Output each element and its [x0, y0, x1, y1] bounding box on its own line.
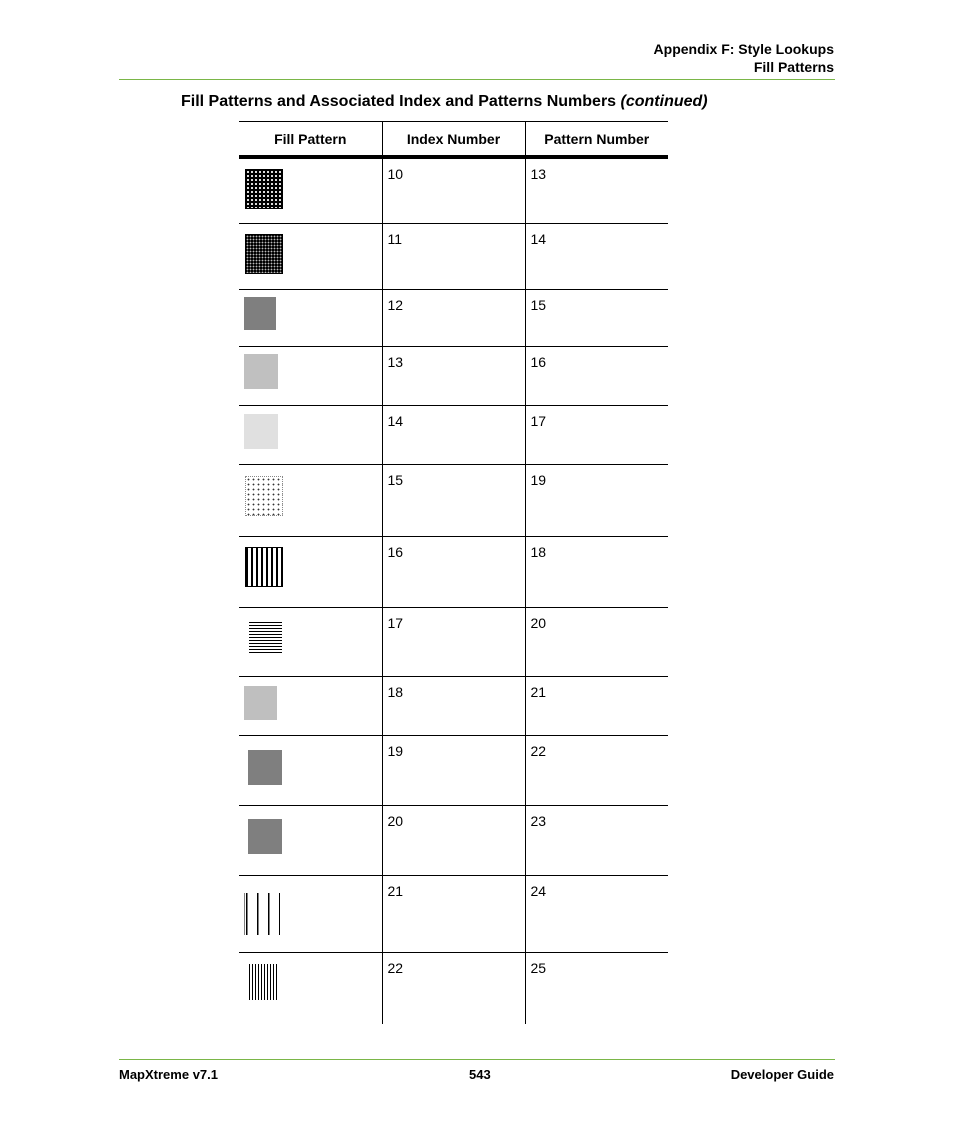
- pattern-number-cell: 19: [525, 464, 668, 536]
- table-title-main: Fill Patterns and Associated Index and Patterns Numbers: [181, 93, 617, 110]
- horizontal-lines-pattern-swatch: [249, 622, 282, 655]
- pattern-number-cell: 14: [525, 223, 668, 289]
- dense-dots-pattern-swatch: [245, 169, 283, 209]
- pattern-number-cell: 23: [525, 805, 668, 875]
- table-title: [181, 93, 708, 111]
- index-number-cell: 14: [382, 405, 525, 464]
- fine-vertical-lines-pattern-swatch: [249, 964, 279, 1000]
- pattern-number-cell: 22: [525, 735, 668, 805]
- table-row: [239, 346, 668, 405]
- index-number-cell: 15: [382, 464, 525, 536]
- pattern-number-cell: 24: [525, 875, 668, 952]
- pattern-number-cell: 21: [525, 676, 668, 735]
- dark-gray-pattern-swatch: [248, 750, 282, 785]
- fill-patterns-table: [239, 121, 668, 1024]
- index-number-cell: 18: [382, 676, 525, 735]
- dark-gray-pattern-swatch: [244, 297, 276, 330]
- pattern-number-cell: 17: [525, 405, 668, 464]
- table-row: [239, 805, 668, 875]
- table-row: [239, 952, 668, 1024]
- index-number-cell: 11: [382, 223, 525, 289]
- pattern-number-cell: 15: [525, 289, 668, 346]
- index-number-cell: 16: [382, 536, 525, 607]
- table-row: [239, 223, 668, 289]
- thick-vertical-stripes-pattern-swatch: [245, 547, 283, 587]
- sparse-vertical-lines-pattern-swatch: [244, 893, 280, 935]
- pattern-number-cell: 16: [525, 346, 668, 405]
- header-chapter: Appendix F: Style Lookups: [653, 41, 834, 57]
- col-header-pattern-number: Pattern Number: [525, 122, 668, 158]
- index-number-cell: 12: [382, 289, 525, 346]
- sparse-dots-pattern-swatch: [245, 476, 283, 516]
- footer-product: MapXtreme v7.1: [119, 1067, 218, 1082]
- index-number-cell: 13: [382, 346, 525, 405]
- footer-page-number: 543: [469, 1067, 491, 1082]
- footer-rule: [119, 1059, 835, 1060]
- fine-dots-pattern-swatch: [245, 234, 283, 274]
- index-number-cell: 19: [382, 735, 525, 805]
- table-row: [239, 464, 668, 536]
- pattern-number-cell: 25: [525, 952, 668, 1024]
- table-title-suffix: (continued): [620, 93, 708, 110]
- table-row: [239, 676, 668, 735]
- index-number-cell: 17: [382, 607, 525, 676]
- table-row: [239, 607, 668, 676]
- pattern-number-cell: 20: [525, 607, 668, 676]
- col-header-index-number: Index Number: [382, 122, 525, 158]
- index-number-cell: 20: [382, 805, 525, 875]
- table-row: [239, 536, 668, 607]
- table-row: [239, 405, 668, 464]
- index-number-cell: 10: [382, 157, 525, 223]
- pattern-number-cell: 18: [525, 536, 668, 607]
- dark-gray-pattern-swatch: [248, 819, 282, 854]
- header-rule: [119, 79, 835, 80]
- table-row: [239, 289, 668, 346]
- medium-gray-pattern-swatch: [244, 354, 278, 389]
- index-number-cell: 21: [382, 875, 525, 952]
- footer-guide: Developer Guide: [730, 1067, 834, 1082]
- running-header: [654, 40, 834, 76]
- table-row: [239, 875, 668, 952]
- pattern-number-cell: 13: [525, 157, 668, 223]
- medium-gray-pattern-swatch: [244, 686, 277, 720]
- col-header-fill-pattern: Fill Pattern: [239, 122, 382, 158]
- header-section: Fill Patterns: [753, 59, 834, 75]
- table-row: [239, 157, 668, 223]
- light-gray-pattern-swatch: [244, 414, 278, 449]
- table-row: [239, 735, 668, 805]
- index-number-cell: 22: [382, 952, 525, 1024]
- table-header-row: [239, 122, 668, 158]
